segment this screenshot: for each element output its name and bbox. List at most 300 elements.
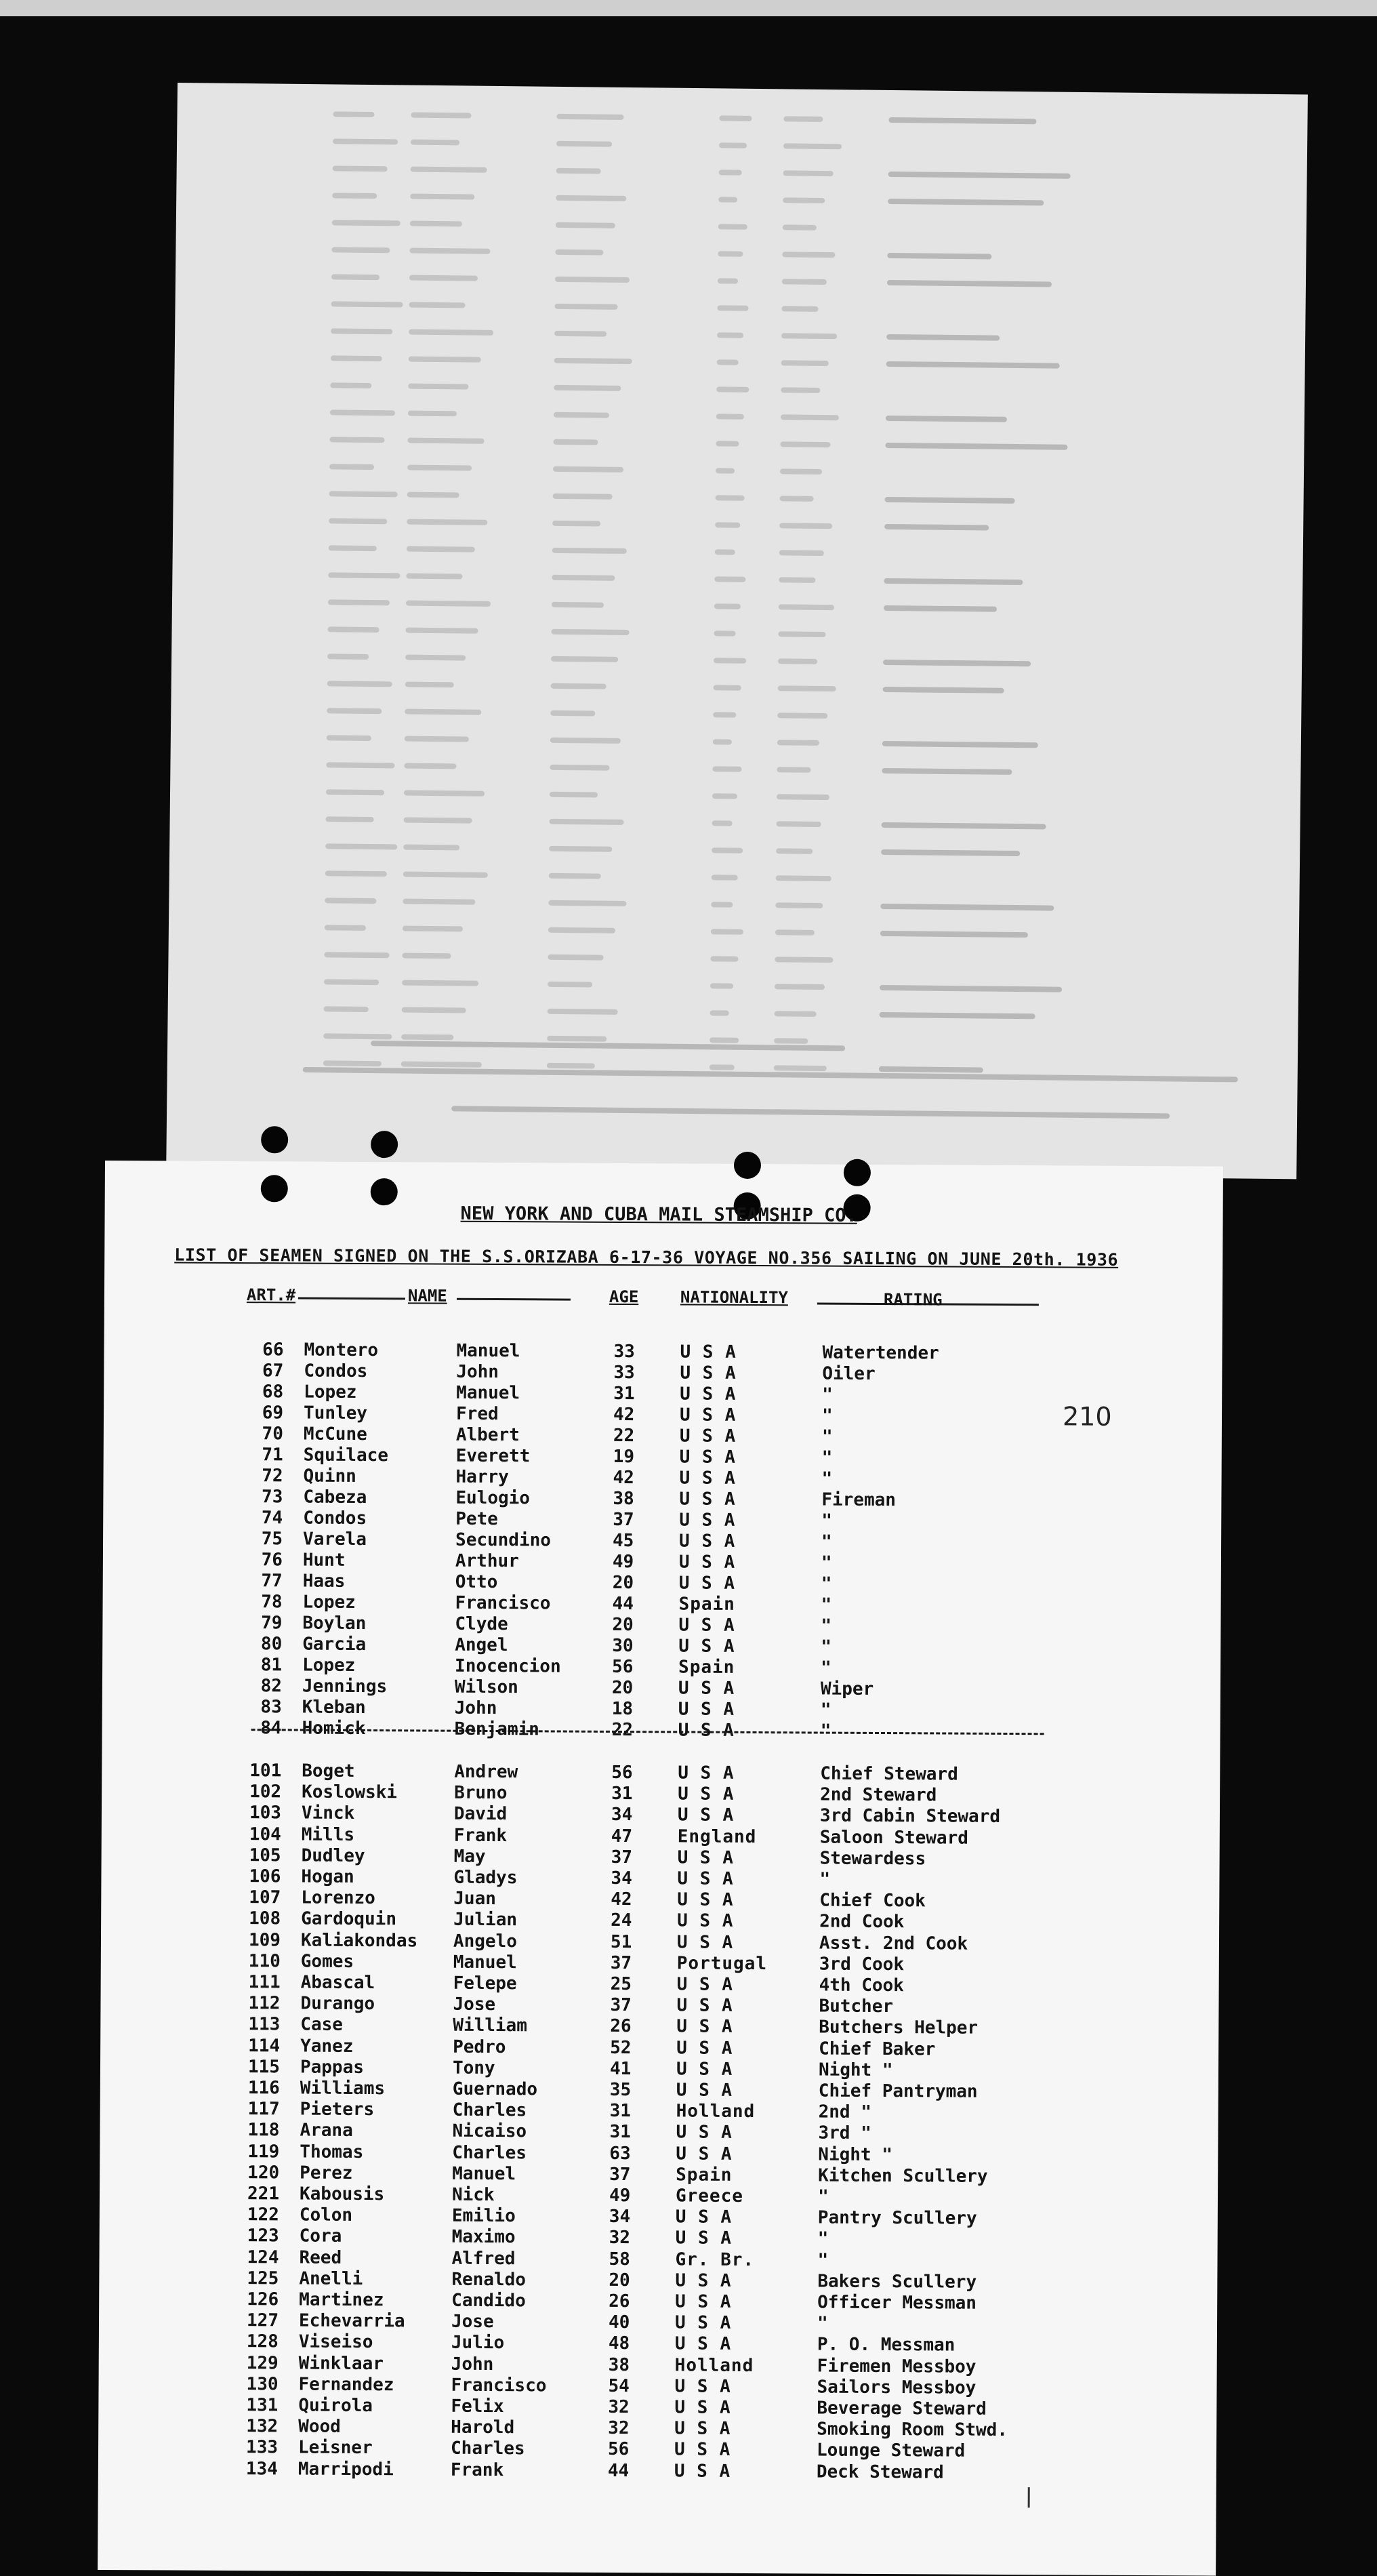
surname-cell: Garcia <box>302 1634 367 1655</box>
faded-text-line <box>331 274 379 280</box>
nationality-cell: U S A <box>675 2207 733 2228</box>
faded-text-line <box>714 685 741 690</box>
column-name: NAME <box>407 1286 447 1306</box>
faded-text-line <box>325 898 376 904</box>
age-cell: 42 <box>611 1889 632 1910</box>
nationality-cell: U S A <box>679 1426 737 1447</box>
art-cell: 116 <box>247 2078 280 2099</box>
rating-cell: " <box>820 1699 831 1720</box>
given-name-cell: Tony <box>452 2057 495 2078</box>
rating-cell: 4th Cook <box>819 1975 904 1996</box>
given-name-cell: Jose <box>451 2311 494 2333</box>
art-cell: 78 <box>261 1592 283 1613</box>
age-cell: 26 <box>610 2016 632 2037</box>
faded-text-line <box>407 438 484 444</box>
given-name-cell: Arthur <box>455 1550 519 1572</box>
nationality-cell: U S A <box>676 2059 733 2080</box>
art-cell: 221 <box>247 2183 280 2205</box>
faded-text-line <box>711 902 733 907</box>
surname-cell: Kaliakondas <box>300 1930 418 1952</box>
faded-text-line <box>405 736 469 742</box>
faded-text-line <box>779 604 834 610</box>
age-cell: 22 <box>611 1719 634 1741</box>
art-cell: 134 <box>245 2458 278 2479</box>
age-cell: 56 <box>611 1762 633 1784</box>
rating-cell: Wiper <box>820 1678 874 1699</box>
art-cell: 104 <box>249 1824 281 1845</box>
faded-text-line <box>555 304 618 310</box>
age-cell: 42 <box>613 1404 635 1426</box>
nationality-cell: U S A <box>675 2291 732 2312</box>
faded-text-line <box>332 193 377 199</box>
rating-cell: " <box>821 1573 832 1594</box>
rating-cell: " <box>817 2186 829 2207</box>
surname-cell: Homick <box>302 1718 366 1739</box>
faded-text-line <box>326 762 394 768</box>
faded-text-line <box>409 302 466 308</box>
rating-cell: Sailors Messboy <box>817 2377 977 2398</box>
faded-text-line <box>328 572 400 578</box>
faded-text-line <box>782 251 835 258</box>
age-cell: 37 <box>610 1995 632 2016</box>
surname-cell: Lopez <box>302 1655 356 1676</box>
rating-cell: Deck Steward <box>816 2461 944 2483</box>
faded-text-line <box>888 199 1044 205</box>
nationality-cell: U S A <box>674 2333 732 2355</box>
rating-cell: Night " <box>818 2059 893 2080</box>
age-cell: 44 <box>612 1593 634 1615</box>
surname-cell: Quinn <box>303 1466 356 1487</box>
given-name-cell: Juan <box>453 1888 497 1910</box>
age-cell: 37 <box>609 2164 631 2185</box>
nationality-cell: U S A <box>679 1468 736 1489</box>
faded-text-line <box>713 712 736 717</box>
art-cell: 118 <box>247 2120 280 2141</box>
surname-cell: Jennings <box>302 1676 388 1697</box>
faded-text-line <box>552 575 615 581</box>
rating-cell: Smoking Room Stwd. <box>817 2419 1008 2441</box>
faded-text-line <box>547 1036 607 1042</box>
rating-cell: Saloon Steward <box>819 1827 969 1849</box>
faded-text-line <box>323 1033 392 1039</box>
faded-text-line <box>780 496 814 502</box>
surname-cell: Boget <box>302 1760 355 1782</box>
surname-cell: Gardoquin <box>301 1908 397 1930</box>
rating-cell: " <box>821 1531 832 1552</box>
surname-cell: Yanez <box>300 2036 354 2057</box>
faded-text-line <box>553 439 598 445</box>
surname-cell: Varela <box>303 1529 367 1550</box>
surname-cell: Williams <box>300 2078 386 2099</box>
surname-cell: Hunt <box>302 1550 346 1571</box>
faded-text-line <box>783 224 817 230</box>
nationality-cell: U S A <box>678 1763 735 1784</box>
faded-text-line <box>329 464 374 470</box>
rating-cell: 3rd " <box>818 2122 871 2144</box>
table-row <box>98 2459 1115 2485</box>
given-name-cell: Albert <box>455 1424 520 1446</box>
nationality-cell: U S A <box>674 2397 731 2418</box>
surname-cell: Case <box>300 2014 344 2036</box>
surname-cell: Reed <box>299 2247 342 2268</box>
art-cell: 73 <box>262 1487 283 1508</box>
art-cell: 74 <box>261 1508 283 1529</box>
faded-text-line <box>549 846 612 852</box>
surname-cell: Cora <box>299 2226 342 2247</box>
faded-text-line <box>887 253 991 260</box>
given-name-cell: Francisco <box>455 1592 551 1614</box>
rating-cell: Pantry Scullery <box>817 2207 977 2229</box>
nationality-cell: England <box>677 1826 757 1847</box>
given-name-cell: Inocencion <box>455 1655 561 1677</box>
rating-cell: 3rd Cabin Steward <box>819 1805 1001 1828</box>
faded-text-line <box>548 954 603 961</box>
given-name-cell: Fred <box>455 1403 499 1425</box>
age-cell: 49 <box>612 1551 634 1573</box>
faded-text-line <box>879 1066 983 1073</box>
faded-text-line <box>409 357 481 363</box>
surname-cell: Mills <box>301 1824 355 1845</box>
nationality-cell: U S A <box>676 2122 733 2144</box>
surname-cell: Martinez <box>299 2289 384 2311</box>
given-name-cell: Angel <box>455 1634 508 1656</box>
rating-cell: 3rd Cook <box>819 1954 905 1975</box>
faded-text-line <box>783 170 834 176</box>
age-cell: 31 <box>609 2122 631 2143</box>
faded-text-line <box>409 275 478 281</box>
faded-text-line <box>882 741 1038 748</box>
faded-text-line <box>331 355 382 361</box>
age-cell: 20 <box>611 1677 634 1699</box>
nationality-cell: U S A <box>675 2270 732 2291</box>
faded-text-line <box>554 412 609 418</box>
faded-text-line <box>882 768 1012 775</box>
given-name-cell: Bruno <box>454 1782 508 1804</box>
faded-text-line <box>885 443 1067 450</box>
faded-text-line <box>556 141 612 147</box>
rating-cell: P. O. Messman <box>817 2334 955 2356</box>
faded-text-line <box>324 1006 369 1012</box>
faded-text-line <box>330 382 371 388</box>
art-cell: 68 <box>262 1382 284 1403</box>
faded-text-line <box>714 576 745 582</box>
list-subtitle: LIST OF SEAMEN SIGNED ON THE S.S.ORIZABA 6-17-36 VOYAGE NO.356 SAILING ON JUNE 20th. 1936 <box>174 1245 1119 1270</box>
surname-cell: Kabousis <box>299 2183 385 2205</box>
nationality-cell: U S A <box>676 2038 733 2059</box>
nationality-cell: U S A <box>676 1932 734 1953</box>
surname-cell: Hogan <box>301 1866 354 1887</box>
faded-text-line <box>883 660 1031 666</box>
age-cell: 22 <box>613 1425 635 1447</box>
faded-text-line <box>555 249 603 256</box>
faded-text-line <box>552 602 604 608</box>
age-cell: 34 <box>609 2207 631 2228</box>
surname-cell: Lopez <box>302 1592 356 1613</box>
given-name-cell: Otto <box>455 1571 498 1593</box>
faded-text-line <box>403 899 475 905</box>
faded-text-line <box>552 521 600 527</box>
faded-text-line <box>401 1062 482 1068</box>
faded-text-line <box>554 358 632 364</box>
given-name-cell: Gladys <box>453 1867 518 1889</box>
art-cell: 133 <box>246 2437 279 2458</box>
faded-text-line <box>710 956 738 961</box>
faded-text-line <box>783 143 842 149</box>
faded-text-line <box>719 169 742 175</box>
art-cell: 71 <box>262 1445 283 1466</box>
faded-text-line <box>553 494 613 500</box>
given-name-cell: William <box>453 2015 527 2036</box>
nationality-cell: U S A <box>674 2376 731 2397</box>
faded-text-line <box>715 522 740 527</box>
faded-text-line <box>884 578 1023 585</box>
age-cell: 37 <box>610 1952 632 1973</box>
nationality-cell: U S A <box>679 1489 736 1510</box>
faded-text-line <box>880 904 1054 911</box>
given-name-cell: Emilio <box>451 2205 516 2227</box>
faded-text-line <box>710 1064 735 1070</box>
art-cell: 77 <box>261 1571 283 1592</box>
faded-text-line <box>325 870 387 877</box>
crew-list-sheet <box>98 1161 1223 2576</box>
faded-text-line <box>404 763 456 769</box>
rating-cell: Chief Baker <box>819 2038 936 2060</box>
rating-cell: " <box>821 1510 832 1531</box>
faded-previous-page <box>166 83 1308 1179</box>
faded-text-line <box>888 172 1071 179</box>
nationality-cell: U S A <box>678 1678 735 1699</box>
age-cell: 52 <box>610 2037 632 2058</box>
art-cell: 67 <box>262 1361 284 1382</box>
art-cell: 106 <box>249 1866 281 1887</box>
surname-cell: Thomas <box>300 2141 364 2162</box>
art-cell: 105 <box>249 1845 281 1866</box>
given-name-cell: Harry <box>455 1466 509 1488</box>
faded-text-line <box>324 952 389 958</box>
margin-note: 210 <box>1062 1401 1112 1432</box>
age-cell: 20 <box>612 1572 634 1594</box>
nationality-cell: Spain <box>678 1594 735 1615</box>
given-name-cell: Manuel <box>452 2163 516 2184</box>
art-cell: 129 <box>246 2352 279 2373</box>
given-name-cell: Renaldo <box>451 2269 527 2291</box>
art-cell: 111 <box>248 1972 281 1993</box>
surname-cell: Marripodi <box>297 2459 394 2480</box>
surname-cell: Viseiso <box>298 2331 373 2353</box>
surname-cell: Lopez <box>304 1382 357 1403</box>
faded-text-line <box>880 1012 1035 1019</box>
nationality-cell: U S A <box>674 2439 731 2461</box>
faded-text-line <box>783 116 823 122</box>
faded-text-line <box>405 655 466 661</box>
given-name-cell: Wilson <box>454 1676 518 1698</box>
rating-cell: Chief Pantryman <box>818 2080 978 2102</box>
age-cell: 41 <box>609 2058 632 2079</box>
surname-cell: Lorenzo <box>301 1887 375 1909</box>
surname-cell: Quirola <box>298 2395 373 2417</box>
faded-text-line <box>553 466 623 472</box>
art-cell: 130 <box>246 2373 279 2395</box>
given-name-cell: John <box>456 1361 499 1383</box>
art-cell: 115 <box>247 2056 281 2078</box>
nationality-cell: Gr. Br. <box>675 2249 755 2270</box>
age-cell: 44 <box>607 2460 630 2481</box>
art-cell: 70 <box>262 1424 283 1445</box>
art-cell: 79 <box>261 1613 283 1634</box>
nationality-cell: U S A <box>677 1868 734 1889</box>
faded-text-line <box>775 984 825 990</box>
faded-text-line <box>880 931 1028 938</box>
art-cell: 66 <box>262 1340 284 1361</box>
nationality-cell: U S A <box>677 1889 734 1911</box>
faded-text-line <box>710 983 733 988</box>
faded-text-line <box>403 872 488 878</box>
column-art: ART.# <box>246 1285 296 1305</box>
nationality-cell: U S A <box>677 1910 734 1932</box>
faded-text-line <box>329 491 398 497</box>
surname-cell: Gomes <box>300 1951 354 1972</box>
faded-text-line <box>406 573 462 580</box>
faded-text-line <box>327 708 382 714</box>
faded-text-line <box>781 387 820 393</box>
faded-text-line <box>552 548 627 554</box>
punch-hole-icon <box>261 1126 288 1153</box>
art-cell: 127 <box>246 2310 279 2331</box>
faded-text-line <box>774 1038 808 1044</box>
faded-text-line <box>327 653 369 660</box>
surname-cell: Arana <box>300 2120 353 2141</box>
art-cell: 113 <box>248 2014 281 2035</box>
age-cell: 32 <box>608 2396 630 2418</box>
given-name-cell: Frank <box>450 2459 504 2480</box>
given-name-cell: Andrew <box>454 1761 518 1783</box>
rating-cell: " <box>817 2313 828 2334</box>
faded-text-line <box>885 497 1015 504</box>
art-cell: 110 <box>248 1950 281 1972</box>
faded-text-line <box>409 329 493 336</box>
rating-cell: " <box>820 1720 831 1742</box>
age-cell: 34 <box>611 1805 633 1826</box>
faded-text-line <box>780 441 830 447</box>
rating-cell: Watertender <box>822 1342 939 1364</box>
faded-text-line <box>325 925 366 931</box>
faded-text-line <box>719 142 747 148</box>
faded-text-line <box>329 545 377 551</box>
rating-cell: " <box>819 1869 831 1890</box>
art-cell: 75 <box>261 1529 283 1550</box>
age-cell: 56 <box>607 2439 630 2460</box>
given-name-cell: Manuel <box>456 1382 520 1404</box>
faded-text-line <box>328 599 390 605</box>
faded-text-line <box>712 766 741 771</box>
faded-text-line <box>324 979 379 985</box>
rating-cell: Chief Cook <box>819 1890 926 1912</box>
nationality-cell: Holland <box>674 2355 754 2376</box>
art-cell: 107 <box>249 1887 281 1908</box>
nationality-cell: Spain <box>676 2165 733 2186</box>
given-name-cell: Charles <box>452 2142 527 2163</box>
faded-text-line <box>331 328 392 334</box>
faded-text-line <box>719 115 752 121</box>
faded-text-line <box>884 605 997 612</box>
faded-text-line <box>718 305 749 310</box>
faded-text-line <box>714 630 735 636</box>
column-nationality: NATIONALITY <box>680 1287 788 1308</box>
given-name-cell: Pedro <box>453 2036 506 2057</box>
art-cell: 131 <box>246 2395 279 2416</box>
faded-text-line <box>781 414 839 420</box>
faded-text-line <box>779 523 832 529</box>
faded-text-line <box>778 685 836 691</box>
nationality-cell: U S A <box>676 1974 734 1995</box>
art-cell: 76 <box>261 1550 283 1571</box>
faded-text-line <box>451 1106 1170 1119</box>
art-cell: 126 <box>247 2289 279 2310</box>
art-cell: 122 <box>247 2205 279 2226</box>
faded-text-line <box>333 138 398 144</box>
surname-cell: Colon <box>299 2205 353 2226</box>
faded-text-line <box>550 738 621 744</box>
age-cell: 40 <box>608 2312 630 2333</box>
age-cell: 37 <box>611 1847 633 1868</box>
given-name-cell: Manuel <box>453 1952 517 1973</box>
given-name-cell: Felix <box>451 2396 504 2417</box>
faded-text-line <box>716 386 749 393</box>
faded-text-line <box>783 197 825 203</box>
faded-text-line <box>410 194 474 200</box>
faded-text-line <box>409 248 490 254</box>
art-cell: 84 <box>260 1718 282 1739</box>
age-cell: 38 <box>608 2354 630 2375</box>
rating-cell: Kitchen Scullery <box>818 2165 988 2187</box>
faded-text-line <box>325 843 397 849</box>
rating-cell: " <box>821 1405 833 1426</box>
surname-cell: Cabeza <box>303 1487 367 1508</box>
given-name-cell: Francisco <box>451 2375 547 2396</box>
faded-text-line <box>886 361 1060 369</box>
punch-hole-icon <box>844 1159 871 1186</box>
faded-text-line <box>406 628 478 634</box>
nationality-cell: U S A <box>676 1995 733 2017</box>
faded-text-line <box>775 902 823 908</box>
faded-text-line <box>405 682 454 688</box>
punch-hole-icon <box>261 1175 288 1202</box>
given-name-cell: Felepe <box>453 1973 517 1994</box>
nationality-cell: Spain <box>678 1657 735 1678</box>
faded-text-line <box>778 658 817 664</box>
faded-text-line <box>331 247 390 253</box>
nationality-cell: U S A <box>678 1552 736 1573</box>
rating-cell: " <box>821 1615 832 1636</box>
column-age: AGE <box>609 1287 639 1307</box>
faded-text-line <box>550 819 624 825</box>
nationality-cell: U S A <box>678 1636 735 1657</box>
faded-text-line <box>402 1007 466 1013</box>
faded-text-line <box>715 549 735 555</box>
faded-text-line <box>327 735 371 741</box>
rating-cell: " <box>821 1594 832 1615</box>
given-name-cell: Alfred <box>451 2248 516 2269</box>
faded-text-line <box>556 168 601 174</box>
art-cell: 114 <box>248 2035 281 2056</box>
given-name-cell: Manuel <box>456 1340 520 1362</box>
faded-text-line <box>881 849 1020 856</box>
faded-text-line <box>884 524 989 531</box>
faded-text-line <box>716 468 735 473</box>
faded-text-line <box>555 277 630 283</box>
nationality-cell: U S A <box>678 1720 735 1741</box>
nationality-cell: U S A <box>676 2144 733 2165</box>
